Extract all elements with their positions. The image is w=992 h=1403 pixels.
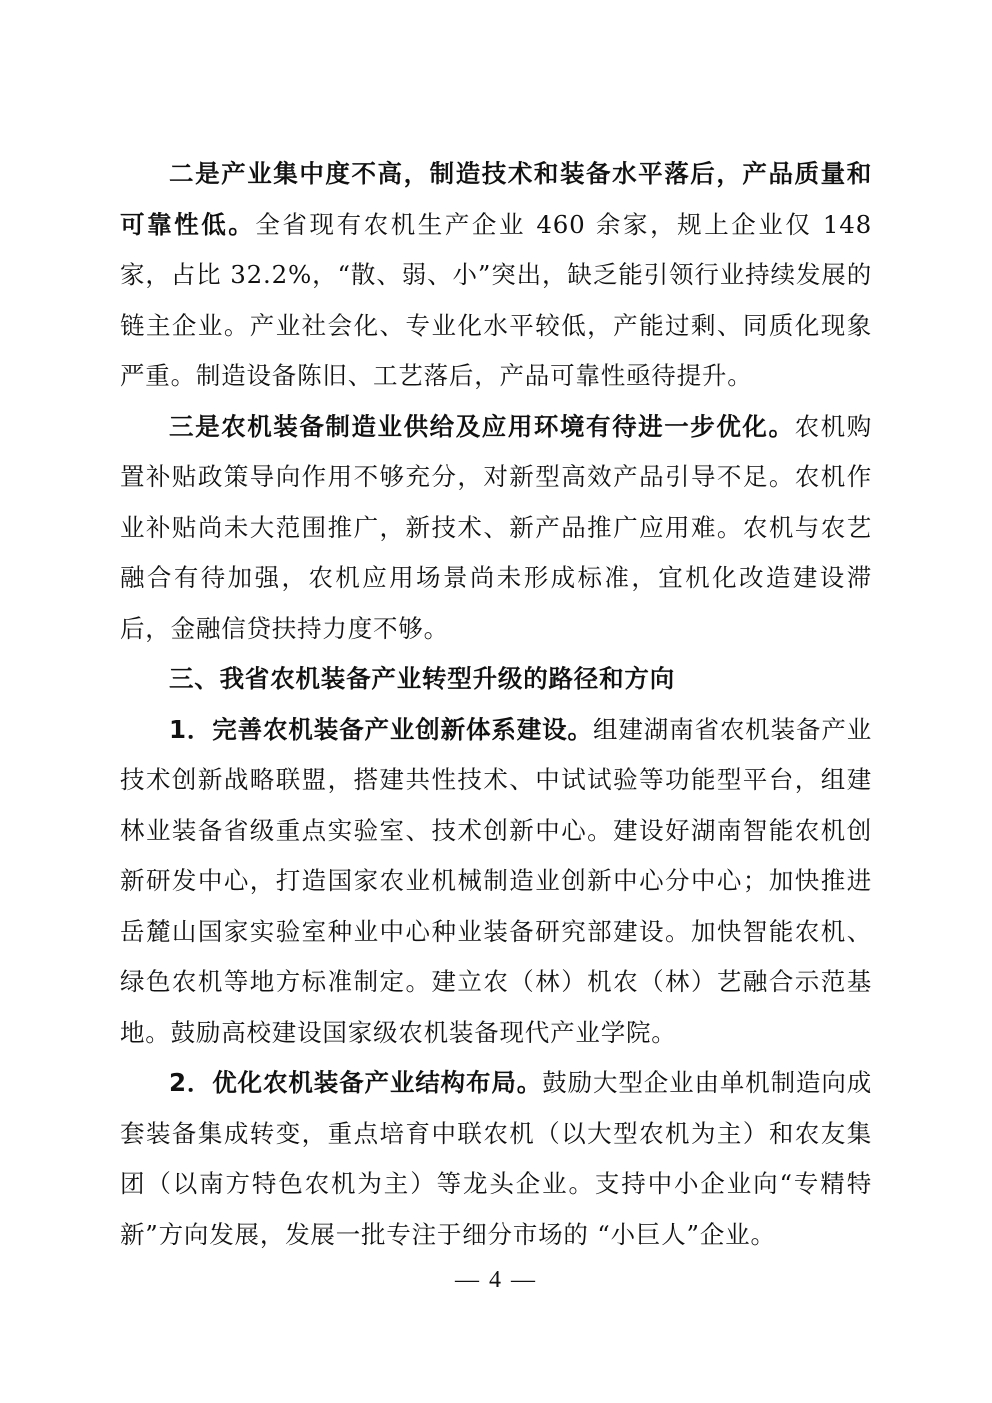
paragraph-body: 农机购置补贴政策导向作用不够充分，对新型高效产品引导不足。农机作业补贴尚未大范围推广，新技术、新产品推广应用难。农机与农艺融合有待加强，农机应用场景尚未形成标准，宜机化改造建设滞后，金融信贷扶持力度不够。 bbox=[120, 411, 872, 643]
numbered-item-innovation-system bbox=[120, 705, 872, 1059]
page-number: — 4 — bbox=[455, 1267, 537, 1293]
paragraph-industry-concentration bbox=[120, 149, 872, 402]
paragraph-supply-environment bbox=[120, 402, 872, 655]
section-heading: 三、我省农机装备产业转型升级的路径和方向 bbox=[169, 664, 675, 693]
item-lead: 1．完善农机装备产业创新体系建设。 bbox=[169, 714, 593, 744]
item-body: 组建湖南省农机装备产业技术创新战略联盟，搭建共性技术、中试试验等功能型平台，组建林业装备省级重点实验室、技术创新中心。建设好湖南智能农机创新研发中心，打造国家农业机械制造业创新中心分中心；加快推进岳麓山国家实验室种业中心种业装备研究部建设。加快智能农机、绿色农机等地方标准制定。建立农（林）机农（林）艺融合示范基地。鼓励高校建设国家级农机装备现代产业学院。 bbox=[120, 714, 872, 1047]
paragraph-lead: 三是农机装备制造业供给及应用环境有待进一步优化。 bbox=[169, 411, 795, 441]
item-body: 鼓励大型企业由单机制造向成套装备集成转变，重点培育中联农机（以大型农机为主）和农友集团（以南方特色农机为主）等龙头企业。支持中小企业向“专精特新”方向发展，发展一批专注于细分市场的 “小巨人”企业。 bbox=[120, 1068, 872, 1249]
paragraph-body: 全省现有农机生产企业 460 余家，规上企业仅 148 家，占比 32.2%，“散、弱、小”突出，缺乏能引领行业持续发展的链主企业。产业社会化、专业化水平较低，产能过剩、同质化现象严重。制造设备陈旧、工艺落后，产品可靠性亟待提升。 bbox=[120, 209, 873, 390]
paragraph-lead: 二是产业集中度不高，制造技术和装备水平落后，产品质量和可靠性低。 bbox=[120, 159, 872, 239]
item-lead: 2．优化农机装备产业结构布局。 bbox=[169, 1068, 543, 1097]
numbered-item-industry-layout bbox=[120, 1058, 872, 1260]
document-body bbox=[120, 149, 872, 1260]
